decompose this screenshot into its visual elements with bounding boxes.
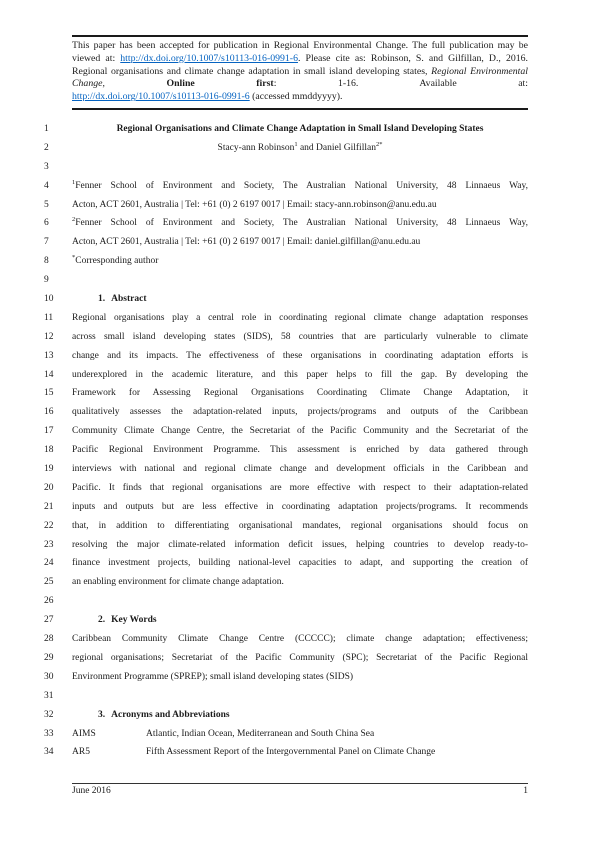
- abstract-text-line: that, in addition to differentiating organisational mandates, regional organisations should focus on: [72, 520, 528, 531]
- document-line: [44, 517, 528, 536]
- line-number: 19: [44, 464, 54, 475]
- document-line: [44, 743, 528, 762]
- abstract-text-line: qualitatively assesses the adaptation-related inputs, projects/programs and outputs of the Caribbean: [72, 407, 528, 418]
- document-line: [44, 498, 528, 517]
- line-number: 12: [44, 331, 54, 342]
- affiliation-line: [72, 177, 528, 196]
- blank-line: [72, 687, 528, 706]
- line-number: 24: [44, 558, 54, 569]
- line-number: 33: [44, 728, 54, 739]
- line-number: 2: [44, 142, 49, 153]
- line-number: 29: [44, 652, 54, 663]
- document-line: [44, 214, 528, 233]
- affiliation-mark: 1: [72, 178, 76, 186]
- document-line: [44, 649, 528, 668]
- line-number: 8: [44, 256, 49, 267]
- abstract-text-line: Pacific Regional Environment Programme. This assessment is enriched by data gathered through: [72, 445, 528, 456]
- author-name: Stacy-ann Robinson: [217, 142, 295, 153]
- abstract-text-line: an enabling environment for climate change adaptation.: [72, 577, 284, 588]
- abstract-text-line: finance investment projects, building national-level capacities to adapt, and supporting the creation of: [72, 558, 528, 569]
- line-number: 3: [44, 161, 49, 172]
- author-name: and Daniel Gilfillan: [297, 142, 376, 153]
- footer-divider: [72, 783, 528, 784]
- document-line: [44, 573, 528, 592]
- acceptance-notice-last-line: [72, 91, 528, 104]
- document-line: [44, 233, 528, 252]
- acronym: AR5: [72, 747, 90, 758]
- abstract-text-line: Community Climate Change Centre, the Secretariat of the Pacific Community and the Secretariat of the: [72, 426, 528, 437]
- document-line: [44, 479, 528, 498]
- abstract-text-line: change and its impacts. The effectiveness of these organisations in coordinating adaptation efforts is: [72, 350, 528, 361]
- document-line: [44, 252, 528, 271]
- line-number: 15: [44, 388, 54, 399]
- section-title: Key Words: [111, 615, 157, 626]
- document-line: [44, 384, 528, 403]
- line-number: 30: [44, 671, 54, 682]
- document-line: [44, 309, 528, 328]
- abstract-text-line: inputs and outputs but are less effective in coordinating adaptation projects/programs. It recommends: [72, 501, 528, 512]
- line-number: 25: [44, 577, 54, 588]
- document-line: [44, 347, 528, 366]
- notice-text: This paper has been accepted for publication in Regional Environmental Change. The full publication may be viewed at:: [72, 40, 528, 64]
- document-line: [44, 725, 528, 744]
- line-number: 18: [44, 445, 54, 456]
- affiliation-mark: 2: [72, 216, 76, 224]
- line-number: 9: [44, 275, 49, 286]
- keywords-text-line: regional organisations; Secretariat of the Pacific Community (SPC); Secretariat of the Pacific Regional: [72, 652, 528, 663]
- line-number: 5: [44, 199, 49, 210]
- document-line: [44, 120, 528, 139]
- document-line: [44, 554, 528, 573]
- line-number: 6: [44, 218, 49, 229]
- line-number: 10: [44, 294, 54, 305]
- footer-date: June 2016: [72, 786, 111, 796]
- document-line-blank: [44, 271, 528, 290]
- footer-page-number: 1: [523, 786, 528, 796]
- notice-text: . Please cite as: Robinson, S. and Gilfillan, D., 2016. Regional organisations and climate change adaptation in small island developing states,: [72, 52, 528, 77]
- line-number: 1: [44, 124, 49, 134]
- line-number: 34: [44, 747, 54, 758]
- line-number: 27: [44, 615, 54, 626]
- line-number: 31: [44, 690, 54, 701]
- document-line: [44, 460, 528, 479]
- document-line: [44, 177, 528, 196]
- line-number: 20: [44, 482, 54, 493]
- line-number: 16: [44, 407, 54, 418]
- line-number: 17: [44, 426, 54, 437]
- section-heading-abstract: [72, 290, 528, 309]
- document-line: [44, 366, 528, 385]
- section-number: 1.: [98, 294, 106, 305]
- line-number: 14: [44, 369, 54, 380]
- manuscript-body: [44, 120, 528, 762]
- acronym-definition: Fifth Assessment Report of the Intergovernmental Panel on Climate Change: [146, 747, 436, 758]
- line-number: 32: [44, 709, 54, 720]
- document-line: [44, 611, 528, 630]
- journal-name: Regional Environmental Change: [72, 65, 529, 90]
- line-number: 13: [44, 350, 54, 361]
- affiliation-line: [72, 214, 528, 233]
- abstract-text-line: interviews with national and regional climate change and development officials in the Caribbean and: [72, 464, 528, 475]
- affiliation-text: Fenner School of Environment and Society, The Australian National University, 48 Linnaeus Way,: [75, 180, 528, 191]
- keywords-text-line: Caribbean Community Climate Change Centre (CCCCC); climate change adaptation; effectiveness;: [72, 634, 528, 645]
- document-line: [44, 441, 528, 460]
- document-line: [44, 139, 528, 158]
- blank-line: [72, 271, 528, 290]
- line-number: 26: [44, 596, 54, 607]
- section-number: 2.: [98, 615, 106, 626]
- online-first-label: Online first: [166, 78, 274, 90]
- notice-text: : 1-16. Available at:: [273, 78, 528, 90]
- line-number: 28: [44, 634, 54, 645]
- section-heading-acronyms: [72, 706, 528, 725]
- notice-text: (accessed mmddyyyy).: [249, 91, 343, 103]
- line-number: 21: [44, 501, 54, 512]
- document-line-blank: [44, 592, 528, 611]
- blank-line: [72, 592, 528, 611]
- line-number: 4: [44, 180, 49, 191]
- acceptance-notice-box: [72, 35, 528, 110]
- page-footer: [72, 786, 528, 796]
- abstract-text-line: Regional organisations play a central role in coordinating regional climate change adaptation responses: [72, 312, 528, 323]
- abstract-text-line: Pacific. It finds that regional organisations are more effective with respect to their adaptation-related: [72, 482, 528, 493]
- section-title: Abstract: [111, 294, 147, 305]
- acronym-definition: Atlantic, Indian Ocean, Mediterranean and South China Sea: [146, 728, 375, 739]
- document-line: [44, 668, 528, 687]
- abstract-text-line: resolving the major climate-related information deficit issues, helping countries to develop ready-to-: [72, 539, 528, 550]
- abstract-text-line: across small island developing states (SIDS), 58 countries that are particularly vulnerable to climate: [72, 331, 528, 342]
- document-line-blank: [44, 158, 528, 177]
- document-line-blank: [44, 687, 528, 706]
- document-line: [44, 328, 528, 347]
- line-number: 7: [44, 237, 49, 248]
- doi-link-2[interactable]: http://dx.doi.org/10.1007/s10113-016-0991-6: [72, 91, 250, 103]
- paper-title: Regional Organisations and Climate Change Adaptation in Small Island Developing States: [116, 124, 484, 134]
- document-line: [44, 630, 528, 649]
- line-number: 23: [44, 539, 54, 550]
- document-line: [44, 422, 528, 441]
- acronym-entry: [72, 725, 528, 744]
- notice-text: ,: [102, 78, 167, 90]
- section-number: 3.: [98, 709, 106, 720]
- line-number: 22: [44, 520, 54, 531]
- blank-line: [72, 158, 528, 177]
- abstract-text-line: underexplored in the academic literature, and this paper helps to fill the gap. By developing the: [72, 369, 528, 380]
- author-affiliation-mark: 2*: [375, 140, 383, 148]
- acronym: AIMS: [72, 728, 96, 739]
- section-heading-key-words: [72, 611, 528, 630]
- document-line: [44, 403, 528, 422]
- affiliation-text-line: Acton, ACT 2601, Australia | Tel: +61 (0) 2 6197 0017 | Email: daniel.gilfillan@anu.edu.au: [72, 237, 421, 248]
- abstract-text-line: Framework for Assessing Regional Organisations Coordinating Climate Change Adaptation, it: [72, 388, 528, 399]
- corresponding-author-text: Corresponding author: [75, 256, 159, 267]
- acronym-entry: [72, 743, 528, 762]
- document-line: [44, 706, 528, 725]
- section-title: Acronyms and Abbreviations: [111, 709, 230, 720]
- affiliation-text: Fenner School of Environment and Society, The Australian National University, 48 Linnaeus Way,: [75, 218, 528, 229]
- doi-link-1[interactable]: http://dx.doi.org/10.1007/s10113-016-0991-6: [120, 52, 298, 64]
- corresponding-author-mark: *: [72, 254, 76, 262]
- keywords-text-line: Environment Programme (SPREP); small island developing states (SIDS): [72, 671, 354, 682]
- line-number: 11: [44, 312, 54, 323]
- author-affiliation-mark: 1: [294, 140, 298, 148]
- affiliation-text-line: Acton, ACT 2601, Australia | Tel: +61 (0) 2 6197 0017 | Email: stacy-ann.robinson@anu.edu.au: [72, 199, 437, 210]
- authors-line: [72, 139, 528, 158]
- acceptance-notice-paragraph: [72, 40, 528, 91]
- document-line: [44, 536, 528, 555]
- corresponding-author-line: [72, 252, 528, 271]
- document-line: [44, 196, 528, 215]
- document-line: [44, 290, 528, 309]
